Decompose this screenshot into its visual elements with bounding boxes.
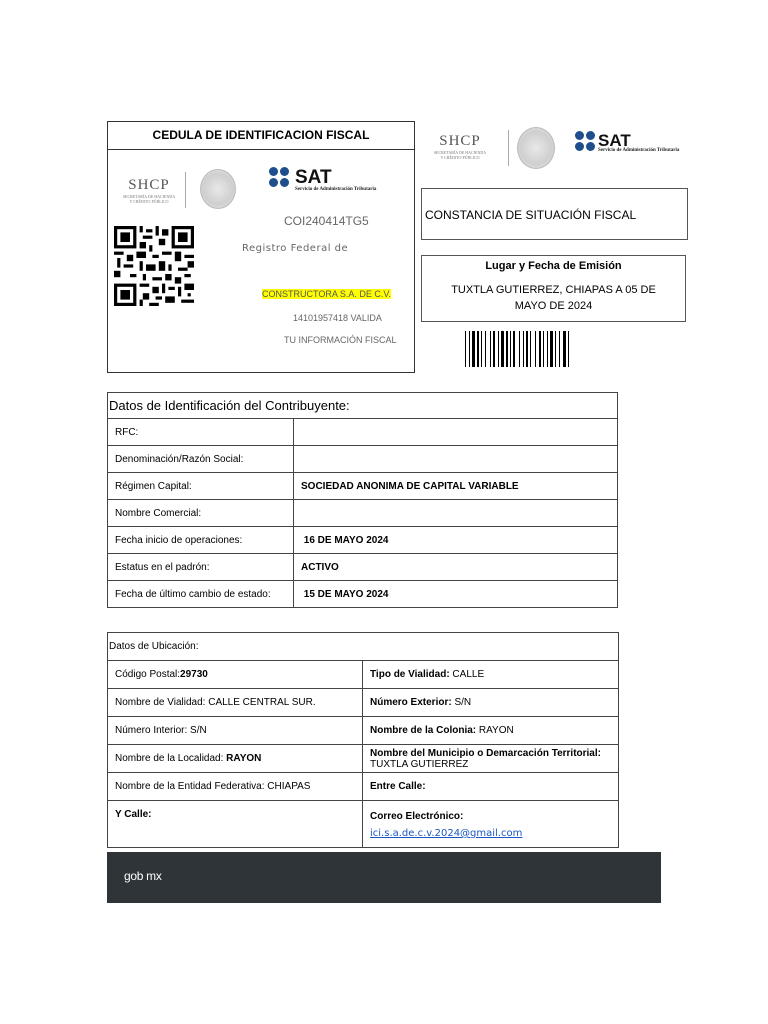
municipio-label: Nombre del Municipio o Demarcación Territorial:	[370, 747, 601, 759]
fecha-inicio-value: 16 DE MAYO 2024	[294, 527, 618, 554]
idcif-text: 14101957418 VALIDA	[293, 313, 382, 323]
num-ext-value: S/N	[451, 697, 472, 708]
ubicacion-title: Datos de Ubicación:	[108, 633, 619, 661]
vialidad-cell	[108, 689, 363, 717]
correo-cell	[363, 801, 619, 848]
y-calle-label: Y Calle:	[108, 801, 363, 848]
shcp-logo-right	[430, 133, 490, 160]
entidad-value: CHIAPAS	[264, 781, 311, 792]
lugar-fecha-text: TUXTLA GUTIERREZ, CHIAPAS A 05 DE MAYO DE 2024	[451, 284, 656, 312]
table-row	[108, 661, 619, 689]
sat-sub: Servicio de Administración Tributaria	[295, 187, 377, 192]
qr-code-icon	[114, 226, 194, 306]
sat-dots-icon	[269, 167, 289, 187]
razon-social-label: Denominación/Razón Social:	[108, 446, 294, 473]
identificacion-title: Datos de Identificación del Contribuyente:	[108, 393, 618, 419]
fecha-cambio-value: 15 DE MAYO 2024	[294, 581, 618, 608]
shcp-sub-1: SECRETARÍA DE HACIENDA	[122, 194, 176, 199]
logo-divider-right	[508, 130, 509, 166]
razon-social-value	[294, 446, 618, 473]
shcp-logo	[119, 177, 179, 204]
localidad-label: Nombre de la Localidad:	[115, 753, 224, 764]
cedula-box	[107, 121, 415, 373]
registro-text: Registro Federal de	[242, 243, 349, 254]
ubicacion-table	[107, 632, 619, 848]
table-row	[108, 717, 619, 745]
tipo-vialidad-label: Tipo de Vialidad:	[370, 669, 450, 680]
rfc-value	[294, 419, 618, 446]
entidad-label: Nombre de la Entidad Federativa:	[115, 781, 265, 792]
table-row	[108, 500, 618, 527]
lugar-fecha-box	[421, 255, 686, 322]
barcode-icon	[465, 331, 613, 367]
tipo-vialidad-value: CALLE	[449, 669, 485, 680]
table-row	[108, 446, 618, 473]
cp-cell	[108, 661, 363, 689]
shcp-right-sub-1: SECRETARÍA DE HACIENDA	[433, 150, 487, 155]
seal-icon	[200, 169, 236, 209]
shcp-sub-2: Y CRÉDITO PÚBLICO	[129, 199, 169, 204]
cp-label: Código Postal:	[115, 669, 181, 680]
sat-logo-text: SAT	[295, 167, 332, 188]
regimen-label: Régimen Capital:	[108, 473, 294, 500]
shcp-logo-right-text: SHCP	[439, 133, 481, 149]
nombre-comercial-label: Nombre Comercial:	[108, 500, 294, 527]
nombre-comercial-value	[294, 500, 618, 527]
constancia-box: CONSTANCIA DE SITUACIÓN FISCAL	[421, 188, 688, 240]
localidad-value: RAYON	[223, 753, 262, 764]
municipio-cell	[363, 745, 619, 773]
rfc-code: COI240414TG5	[284, 214, 369, 228]
sat-right-sub: Servicio de Administración Tributaria	[598, 148, 680, 153]
logo-divider	[185, 172, 186, 208]
identificacion-table	[107, 392, 618, 608]
vialidad-label: Nombre de Vialidad:	[115, 697, 206, 708]
shcp-right-sub-2: Y CRÉDITO PÚBLICO	[440, 155, 480, 160]
num-ext-cell	[363, 689, 619, 717]
company-name: CONSTRUCTORA S.A. DE C.V.	[262, 289, 392, 299]
lugar-fecha-title: Lugar y Fecha de Emisión	[485, 260, 622, 272]
colonia-label: Nombre de la Colonia:	[370, 725, 477, 736]
estatus-value: ACTIVO	[294, 554, 618, 581]
sat-dots-right-icon	[575, 131, 595, 151]
seal-icon-right	[517, 127, 555, 169]
table-row	[108, 527, 618, 554]
vialidad-value: CALLE CENTRAL SUR.	[205, 697, 316, 708]
table-row	[108, 689, 619, 717]
rfc-label: RFC:	[108, 419, 294, 446]
num-int-label: Número Interior:	[115, 725, 188, 736]
localidad-cell	[108, 745, 363, 773]
estatus-label: Estatus en el padrón:	[108, 554, 294, 581]
fecha-inicio-label: Fecha inicio de operaciones:	[108, 527, 294, 554]
table-row	[108, 773, 619, 801]
cedula-title: CEDULA DE IDENTIFICACION FISCAL	[108, 122, 414, 150]
entidad-cell	[108, 773, 363, 801]
table-row	[108, 473, 618, 500]
municipio-value: TUXTLA GUTIERREZ	[370, 758, 469, 770]
table-row	[108, 581, 618, 608]
table-row	[108, 419, 618, 446]
fecha-cambio-label: Fecha de último cambio de estado:	[108, 581, 294, 608]
table-row	[108, 745, 619, 773]
info-fiscal-text: TU INFORMACIÓN FISCAL	[284, 335, 397, 345]
table-row	[108, 554, 618, 581]
colonia-cell	[363, 717, 619, 745]
regimen-value: SOCIEDAD ANONIMA DE CAPITAL VARIABLE	[294, 473, 618, 500]
shcp-logo-text: SHCP	[128, 177, 170, 193]
colonia-value: RAYON	[476, 725, 514, 736]
num-int-cell	[108, 717, 363, 745]
sat-logo-right-text: SAT	[598, 131, 631, 150]
email-link[interactable]: ici.s.a.de.c.v.2024@gmail.com	[370, 828, 523, 839]
correo-label: Correo Electrónico:	[370, 811, 464, 822]
table-row	[108, 801, 619, 848]
num-ext-label: Número Exterior:	[370, 697, 452, 708]
gobmx-logo: gob mx	[124, 869, 162, 883]
cp-value: 29730	[180, 669, 208, 680]
num-int-value: S/N	[187, 725, 207, 736]
entre-calle-label: Entre Calle:	[363, 773, 619, 801]
tipo-vialidad-cell	[363, 661, 619, 689]
footer-bar	[107, 852, 661, 903]
